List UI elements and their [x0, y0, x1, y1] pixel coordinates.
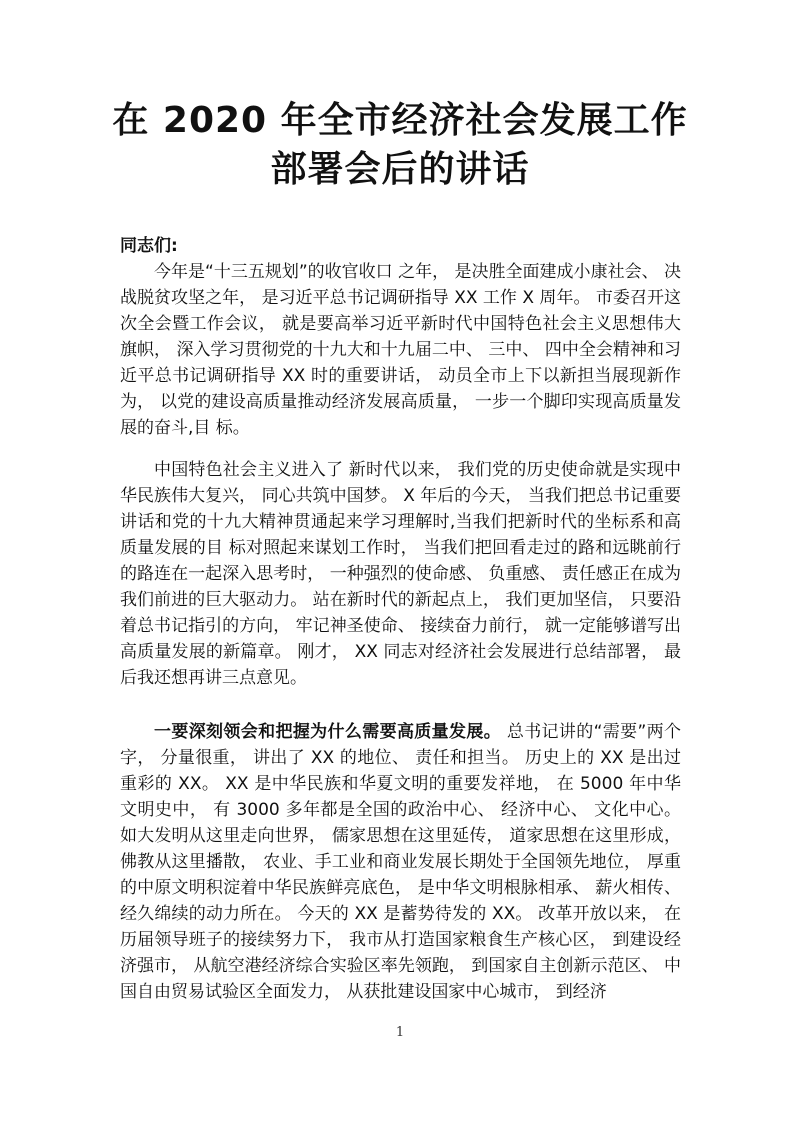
- greeting: 同志们:: [120, 236, 178, 256]
- paragraph-3-block: [120, 719, 681, 1005]
- paragraph-3: [120, 719, 681, 1005]
- paragraph-1: 今年是“十三五规划”的收官收口 之年， 是决胜全面建成小康社会、 决战脱贫攻坚之年， 是习近平总书记调研指导 XX 工作 X 周年。 市委召开这次全会暨工作会议， 就是要高举习近平新时代中国特色社会主义思想伟大旗帜， 深入学习贯彻党的十九大和十九届二中、 三中、 四中全会精神和习近平总书记调研指导 XX 时的重要讲话， 动员全市上下以新担当展现新作为， 以党的建设高质量推动经济发展高质量， 一步一个脚印实现高质量发展的奋斗,目 标。: [120, 262, 681, 438]
- paragraph-2-block: [120, 457, 681, 691]
- paragraph-1-block: [120, 259, 681, 441]
- page-number: 1: [395, 1025, 405, 1040]
- paragraph-2: 中国特色社会主义进入了 新时代以来， 我们党的历史使命就是实现中华民族伟大复兴， 同心共筑中国梦。 X 年后的今天， 当我们把总书记重要讲话和党的十九大精神贯通起来学习理解时,当我们把新时代的坐标系和高质量发展的目 标对照起来谋划工作时， 当我们把回看走过的路和远眺前行的路连在一起深入思考时， 一种强烈的使命感、 负重感、 责任感正在成为我们前进的巨大驱动力。 站在新时代的新起点上， 我们更加坚信， 只要沿着总书记指引的方向， 牢记神圣使命、 接续奋力前行， 就一定能够谱写出高质量发展的新篇章。 刚才， XX 同志对经济社会发展进行总结部署， 最后我还想再讲三点意见。: [120, 460, 681, 688]
- document-title-line-1: 在 2020 年全市经济社会发展工作: [112, 100, 688, 141]
- paragraph-3-lead: 一要深刻领会和把握为什么需要高质量发展。: [154, 722, 502, 742]
- document-title-line-2: 部署会后的讲话: [270, 149, 530, 190]
- paragraph-3-text: 总书记讲的“需要”两个字， 分量很重， 讲出了 XX 的地位、 责任和担当。 历史上的 XX 是出过重彩的 XX。 XX 是中华民族和华夏文明的重要发祥地， 在 5000 年中华文明史中， 有 3000 多年都是全国的政治中心、 经济中心、 文化中心。 如大发明从这里走向世界， 儒家思想在这里延传， 道家思想在这里形成， 佛教从这里播散， 农业、手工业和商业发展长期处于全国领先地位， 厚重的中原文明积淀着中华民族鲜亮底色， 是中华文明根脉相承、 薪火相传、 经久绵续的动力所在。 今天的 XX 是蓄势待发的 XX。 改革开放以来， 在历届领导班子的接续努力下， 我市从打造国家粮食生产核心区， 到建设经济强市， 从航空港经济综合实验区率先领跑， 到国家自主创新示范区、 中国自由贸易试验区全面发力， 从获批建设国家中心城市， 到经济: [120, 722, 681, 1002]
